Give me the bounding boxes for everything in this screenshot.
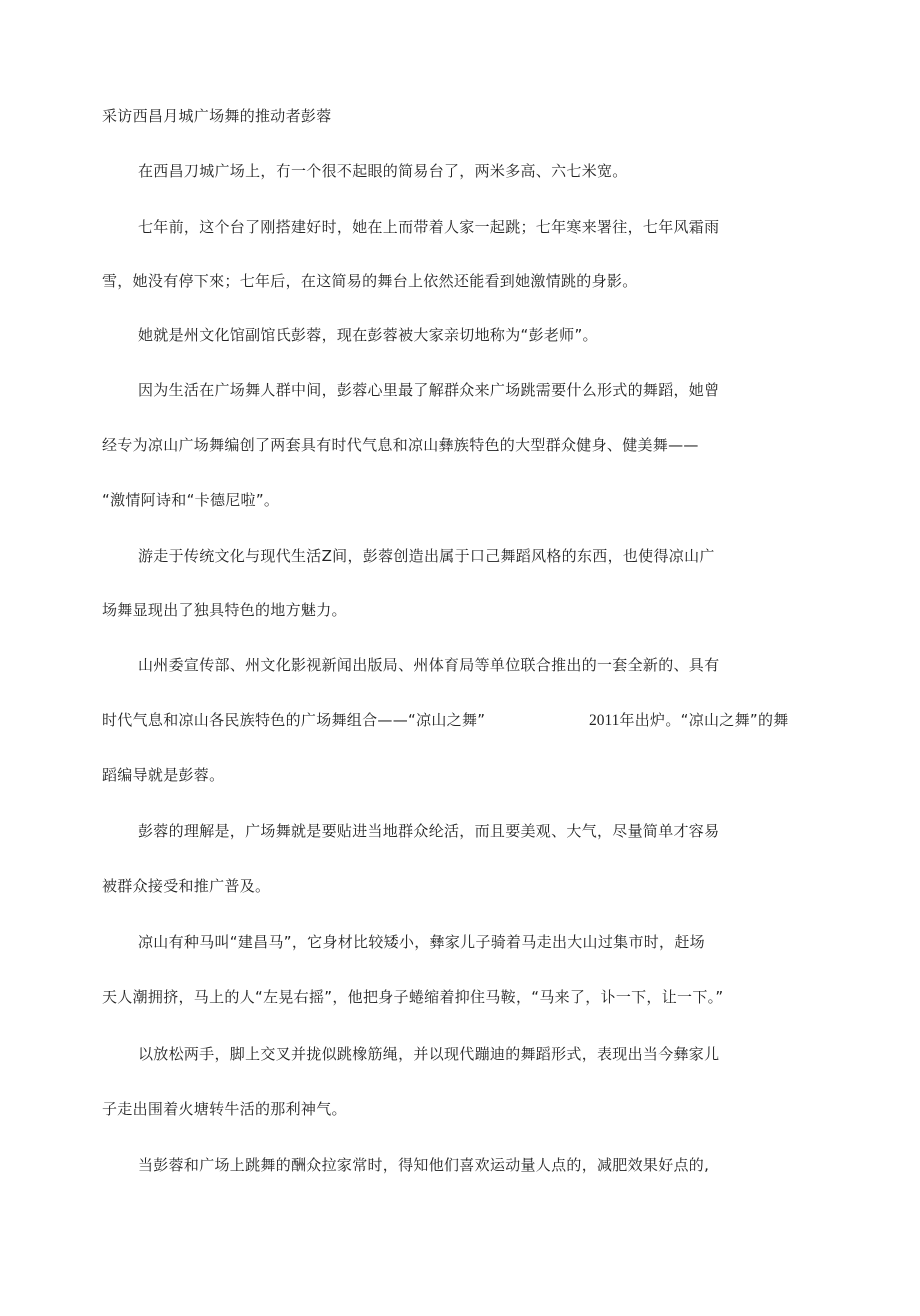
paragraph-8-line-2: 天人潮拥挤，马上的人“左晃右摇”，他把身子蜷缩着抑住马鞍，“马来了，讣一下，让一下。” bbox=[102, 988, 724, 1006]
paragraph-3-line-1: 她就是州文化馆副馆氏彭蓉，现在彭蓉被大家亲切地称为“彭老师”。 bbox=[138, 326, 598, 344]
paragraph-7-line-1: 彭蓉的理解是，广场舞就是要贴进当地群众纶活，而且要美观、大气，尽量简单才容易 bbox=[138, 822, 720, 840]
paragraph-1-line-1: 在西昌刀城广场上，冇一个很不起眼的简易台了，两米多高、六七米宽。 bbox=[138, 162, 628, 180]
paragraph-4-line-3: “激情阿诗和“卡德尼啦”。 bbox=[102, 491, 280, 509]
paragraph-6-line-3: 蹈编导就是彭蓉。 bbox=[102, 766, 225, 784]
paragraph-4-line-1: 因为生活在广场舞人群中间，彭蓉心里最了解群众来广场跳需要什么形式的舞蹈，她曾 bbox=[138, 381, 720, 399]
paragraph-2-line-2: 雪，她没有停下來；七年后，在这简易的舞台上依然还能看到她激情跳的身影。 bbox=[102, 272, 638, 290]
paragraph-6-line-2b bbox=[589, 710, 789, 731]
paragraph-9-line-2: 子走出围着火塘转牛活的那利神气。 bbox=[102, 1100, 347, 1118]
paragraph-2-line-1: 七年前，这个台了刚搭建好时，她在上而带着人家一起跳；七年寒来署往，七年风霜雨 bbox=[138, 218, 720, 236]
paragraph-6-line-2b-text: 年出炉。“凉山之舞”的舞 bbox=[619, 711, 789, 729]
paragraph-10-line-1: 当彭蓉和广场上跳舞的酬众拉家常时，得知他们喜欢运动量人点的，减肥效果好点的, bbox=[138, 1156, 710, 1174]
paragraph-7-line-2: 被群众接受和推广普及。 bbox=[102, 877, 271, 895]
paragraph-8-line-1: 凉山有种马叫“建昌马”，它身材比较矮小，彝家儿子骑着马走出大山过集市时，赶场 bbox=[138, 933, 705, 951]
paragraph-5-line-2: 场舞显现出了独具特色的地方魅力。 bbox=[102, 601, 347, 619]
paragraph-4-line-2: 经专为凉山广场舞编创了两套具有时代气息和凉山彝族特色的大型群众健身、健美舞—— bbox=[102, 436, 699, 454]
paragraph-9-line-1: 以放松两手，脚上交叉并拢似跳橡筋绳，并以现代蹦迪的舞蹈形式，表现出当今彝家儿 bbox=[138, 1045, 720, 1063]
paragraph-6-line-2a: 时代气息和凉山各民族特色的广场舞组合——“凉山之舞” bbox=[102, 711, 486, 729]
year-number: 2011 bbox=[589, 712, 620, 729]
paragraph-6-line-1: 山州委宣传部、州文化影视新闻出版局、州体育局等单位联合推出的一套全新的、具有 bbox=[138, 656, 720, 674]
document-title: 采访西昌月城广场舞的推动者彭蓉 bbox=[102, 107, 332, 125]
paragraph-5-line-1: 游走于传统文化与现代生活Z间，彭蓉创造出属于口己舞蹈风格的东西，也使得凉山广 bbox=[138, 547, 715, 565]
